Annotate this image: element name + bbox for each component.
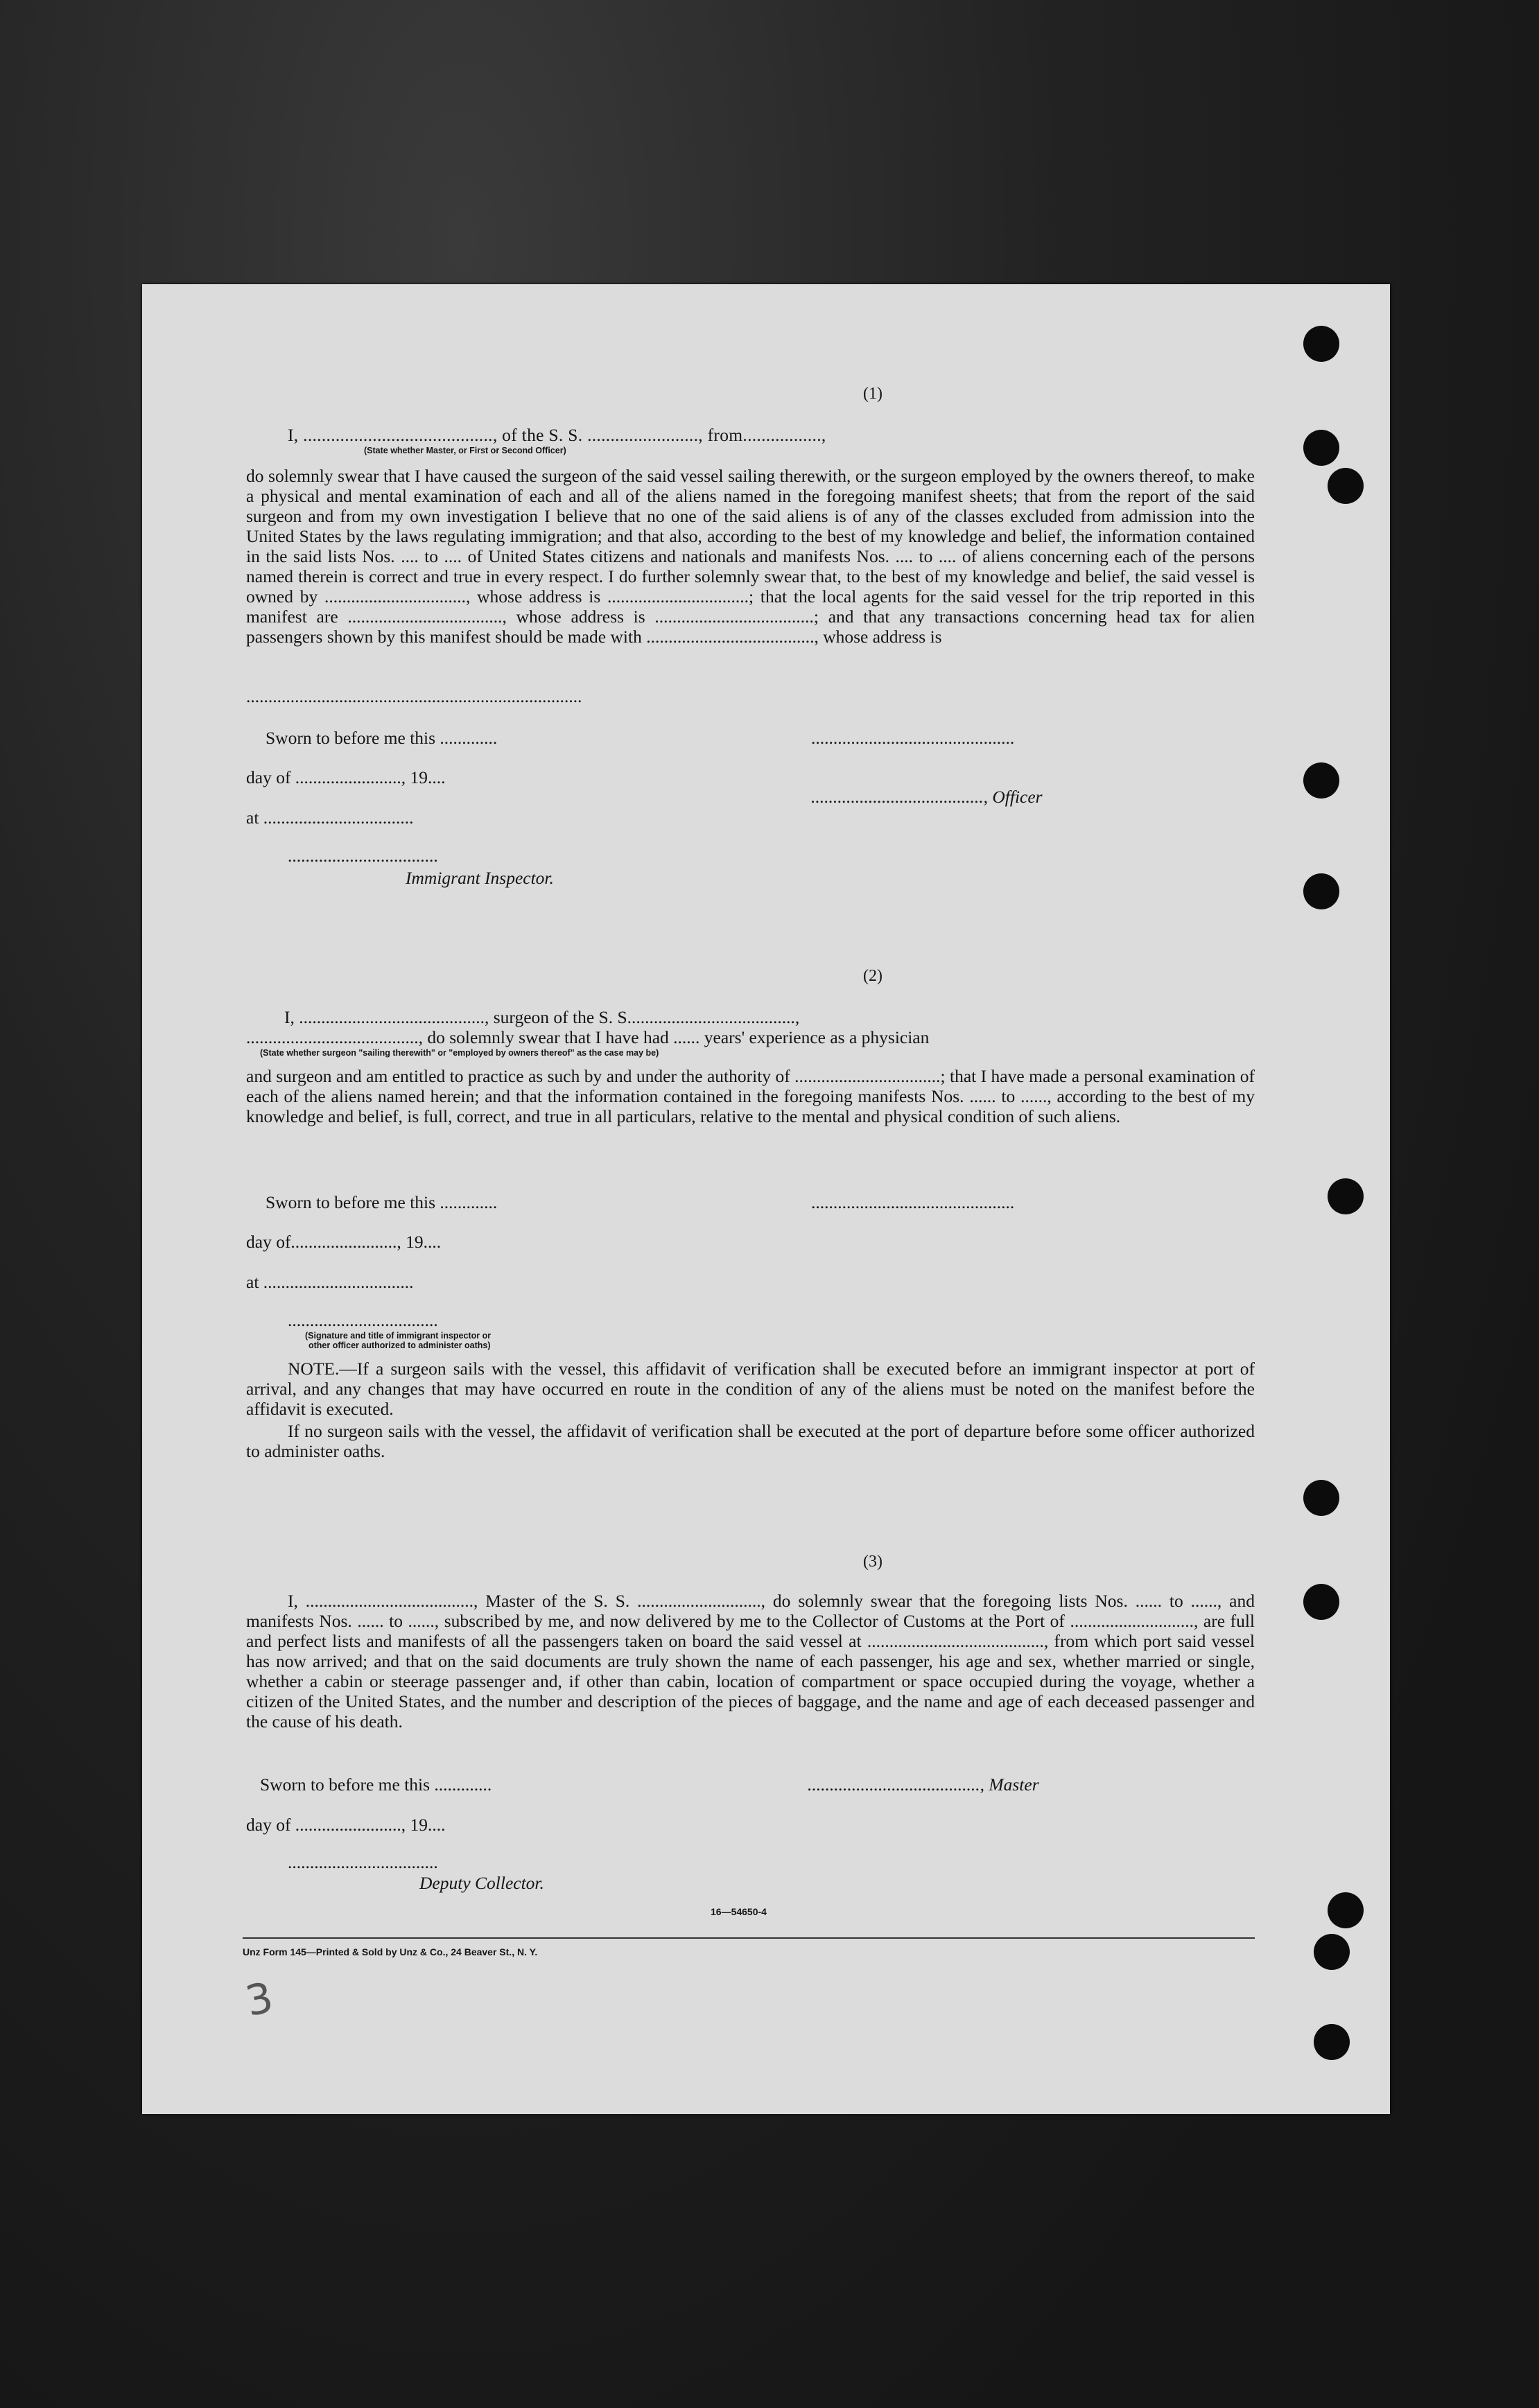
section-3-sworn: Sworn to before me this .............	[260, 1774, 492, 1795]
section-2-body: and surgeon and am entitled to practice as such by and under the authority of .................................; that I have made a personal examination of each of the aliens named herein; and that the information contained in the foregoing manifests Nos. ...... to ......, according to the best of my knowledge and belief, is full, correct, and true in all particulars, relative to the mental and physical condition of such aliens.	[246, 1066, 1255, 1126]
punch-hole	[1303, 1480, 1339, 1516]
section-2-number: (2)	[863, 967, 882, 985]
section-2-note2: If no surgeon sails with the vessel, the affidavit of verification shall be executed at the port of departure before some officer authorized to administer oaths.	[246, 1421, 1255, 1461]
section-1-body-end: ............................................................................	[246, 686, 582, 706]
form-code: 16—54650-4	[711, 1906, 767, 1917]
section-1-sworn: Sworn to before me this .............	[266, 728, 498, 748]
section-1-line1: I, ........................................., of the S. S. ........................, from.................,	[288, 425, 826, 445]
punch-hole	[1303, 1584, 1339, 1620]
section-2-line1: I, .........................................., surgeon of the S. S......................................,	[284, 1007, 800, 1027]
section-2-line2: ......................................., do solemnly swear that I have had ...... years' experience as a physician	[246, 1027, 930, 1047]
section-2-sworn: Sworn to before me this .............	[266, 1192, 498, 1212]
section-1-day: day of ........................, 19....	[246, 767, 446, 787]
section-1-at: at ..................................	[246, 808, 414, 828]
punch-hole	[1303, 326, 1339, 362]
footer-rule	[243, 1937, 1255, 1939]
section-3-day: day of ........................, 19....	[246, 1815, 446, 1835]
section-2-at: at ..................................	[246, 1272, 414, 1292]
punch-hole	[1314, 1934, 1350, 1970]
section-3-number: (3)	[863, 1553, 882, 1571]
section-3-collector-line: ..................................	[288, 1852, 438, 1872]
section-2-day: day of........................, 19....	[246, 1232, 442, 1252]
section-1-inspector: Immigrant Inspector.	[406, 868, 554, 888]
punch-hole	[1328, 1178, 1364, 1214]
punch-hole	[1314, 2024, 1350, 2060]
section-2-signature-line: ..............................................	[811, 1192, 1015, 1212]
section-3-collector: Deputy Collector.	[419, 1873, 544, 1893]
section-2-sig-caption-2: other officer authorized to administer oaths)	[308, 1341, 491, 1350]
punch-hole	[1303, 762, 1339, 799]
punch-hole	[1303, 873, 1339, 909]
section-1-body: do solemnly swear that I have caused the surgeon of the said vessel sailing therewith, or the surgeon employed by the owners thereof, to make a physical and mental examination of each and all of the aliens named in the foregoing manifest sheets; that from the report of the said surgeon and from my own investigation I believe that no one of the said aliens is of any of the classes excluded from admission into the United States by the laws regulating immigration; and that also, according to the best of my knowledge and belief, the information contained in the said lists Nos. .... to .... of United States citizens and nationals and manifests Nos. .... to .... of aliens concerning each of the persons named therein is correct and true in every respect. I do further solemnly swear that, to the best of my knowledge and belief, the said vessel is owned by ................................, whose address is ................................; that the local agents for the said vessel for the trip reported in this manifest are ..................................., whose address is ....................................; and that any transactions concerning head tax for alien passengers shown by this manifest should be made with ......................................, whose address is	[246, 466, 1255, 647]
section-2-signature2-line: ..................................	[288, 1310, 438, 1330]
section-1-officer: ......................................., Officer	[811, 787, 1043, 807]
printer-credit: Unz Form 145—Printed & Sold by Unz & Co., 24 Beaver St., N. Y.	[243, 1946, 538, 1957]
punch-hole	[1328, 468, 1364, 504]
section-1-caption: (State whether Master, or First or Second Officer)	[364, 446, 566, 455]
section-1-number: (1)	[863, 385, 882, 403]
section-1-inspector-line: ..................................	[288, 846, 438, 866]
section-2-caption: (State whether surgeon "sailing therewith" or "employed by owners thereof" as the case may be)	[260, 1048, 659, 1058]
manifest-page	[142, 284, 1390, 2114]
section-1-signature-line: ..............................................	[811, 728, 1015, 748]
section-2-sig-caption-1: (Signature and title of immigrant inspector or	[305, 1331, 492, 1341]
section-3-body: I, ......................................, Master of the S. S. ............................, do solemnly swear that the foregoing lists Nos. ...... to ......, and manifests Nos. ...... to ......, subscribed by me, and now delivered by me to the Collector of Customs at the Port of ............................, are full and perfect lists and manifests of all the passengers taken on board the said vessel at ........................................, from which port said vessel has now arrived; and that on the said documents are truly shown the name of each passenger, his age and sex, whether married or single, whether a cabin or steerage passenger and, if other than cabin, location of compartment or space occupied during the voyage, whether a citizen of the United States, and the number and description of the pieces of baggage, and the name and age of each deceased passenger and the cause of his death.	[246, 1591, 1255, 1731]
handwritten-mark: 3	[241, 1973, 278, 2027]
punch-hole	[1328, 1892, 1364, 1928]
section-2-note1: NOTE.—If a surgeon sails with the vessel, this affidavit of verification shall be executed before an immigrant inspector at port of arrival, and any changes that may have occurred en route in the condition of any of the aliens must be noted on the manifest before the affidavit is executed.	[246, 1359, 1255, 1419]
section-3-master: ......................................., Master	[808, 1774, 1039, 1795]
